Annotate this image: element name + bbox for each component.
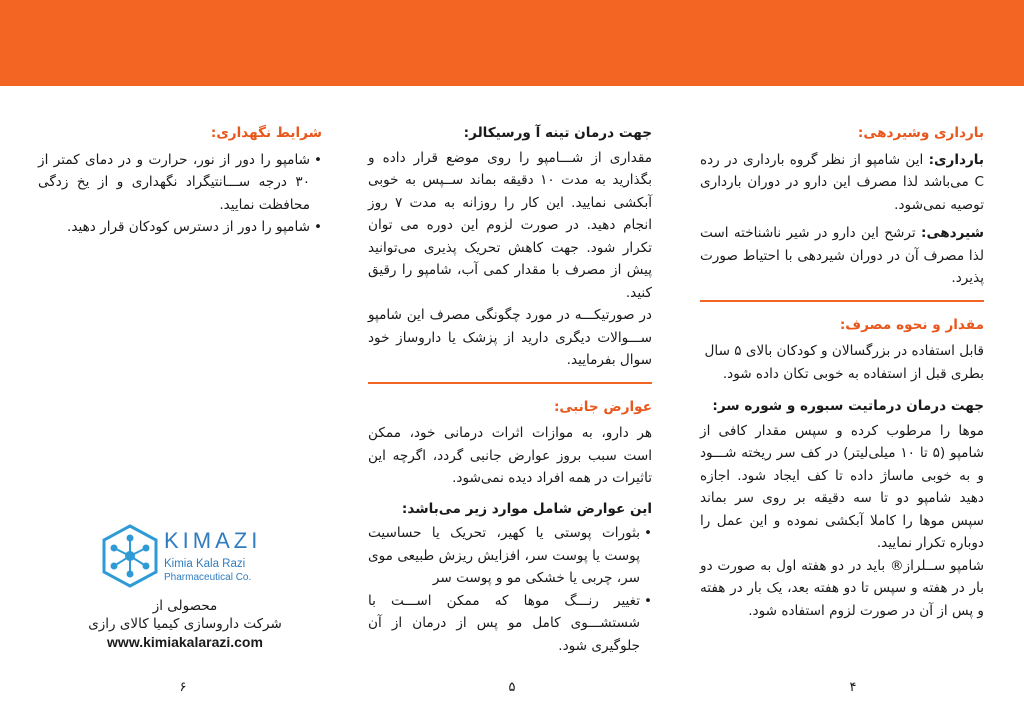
- dosage-age-text: قابل استفاده در بزرگسالان و کودکان بالای ۵ سال: [704, 343, 984, 359]
- side-effects-heading: عوارض جانبی:: [553, 398, 652, 415]
- dosage-shake-text: بطری قبل از استفاده به خوبی تکان داده شود.: [722, 365, 984, 382]
- page-number-4: ۴: [849, 680, 857, 695]
- storage-item-1: • شامپو را دور از نور، حرارت و در دمای کمتر از ۳۰ درجه ســـانتیگراد نگهداری و از یخ زدگی محافظت نمایید.: [38, 149, 322, 217]
- pregnancy-text: این شامپو از نظر گروه بارداری در رده C می‌باشد لذا مصرف این دارو در دوران بارداری توصیه نمی‌شود.: [700, 151, 984, 213]
- brand-company-type: Pharmaceutical Co.: [164, 572, 252, 583]
- storage-item-2: • شامپو را دور از دسترس کودکان قرار دهید.: [38, 216, 322, 239]
- tinea-advice-text: در صورتیکـــه در مورد چگونگی مصرف این شامپو ســـوالات دیگری دارید از پزشک یا داروساز خود سوال بفرمایید.: [368, 307, 652, 368]
- dosage-heading: مقدار و نحوه مصرف:: [839, 316, 984, 333]
- lactation-label: شیردهی:: [921, 225, 984, 241]
- dermatitis-schedule-text: شامپو ســلراز® باید در دو هفته اول به صورت دو بار در هفته و سپس تا دو هفته بعد، یک بار در هفته و پس از آن در صورت لزوم استفاده شود.: [700, 557, 984, 619]
- section-divider: [368, 382, 652, 384]
- page-5-column: [368, 122, 652, 657]
- tinea-text: مقداری از شـــامپو را روی موضع قرار داده و بگذارید به مدت ۱۰ دقیقه بماند ســپس به خوبی آبکشی نمایید. این کار را روزانه به مدت ۷ روز انجام دهید. در صورت لزوم این دوره می توان تکرار شود. جهت کاهش تحریک پذیری می‌توانید پیش از مصرف با مقدار کمی آب، شامپو را رقیق کنید.: [368, 149, 653, 301]
- pregnancy-label: بارداری:: [928, 151, 984, 168]
- dermatitis-heading: جهت درمان درماتیت سبوره و شوره سر:: [712, 398, 984, 414]
- pregnancy-heading: بارداری وشیردهی:: [857, 125, 984, 141]
- tinea-heading: جهت درمان تینه آ ورسیکالر:: [463, 125, 652, 141]
- side-effects-text: هر دارو، به موازات اثرات درمانی خود، ممکن است سبب بروز عوارض جانبی گردد، اگرچه این تاثیرات در همه افراد دیده نمی‌شود.: [368, 425, 652, 486]
- website-link[interactable]: www.kimiakalarazi.com: [107, 634, 263, 650]
- page-6-column: [38, 122, 322, 239]
- maker-company: شرکت داروسازی کیمیا کالای رازی: [88, 616, 282, 632]
- side-effect-item-2: • تغییر رنـــگ موها که ممکن اســـت با شستشـــوی کامل مو پس از درمان از آن جلوگیری شود.: [368, 590, 652, 658]
- dermatitis-text: موها را مرطوب کرده و سپس مقدار کافی از شامپو (۵ تا ۱۰ میلی‌لیتر) در کف سر ریخته شـــود و به خوبی ماساژ داده تا کف ایجاد شود. اجازه دهید شامپو دو تا سه دقیقه بر روی سر بماند سپس موها را کاملا آبکشی نموده و این عمل را دوباره تکرار نمایید.: [700, 422, 984, 551]
- section-divider: [700, 300, 984, 302]
- side-effect-item-1: • بثورات پوستی یا کهیر، تحریک یا حساسیت پوست یا پوست سر، افزایش ریزش طبیعی موی سر، چربی یا خشکی مو و پوست سر: [368, 522, 652, 590]
- brand-name: KIMAZI: [164, 528, 262, 553]
- top-orange-band: [0, 0, 1024, 86]
- pregnancy-paragraph: [700, 149, 984, 217]
- page-number-6: ۶: [179, 680, 187, 695]
- page-4-column: [700, 122, 984, 628]
- maker-intro: محصولی از: [152, 598, 218, 614]
- lactation-text: ترشح این دارو در شیر ناشناخته است لذا مصرف آن در دوران شیردهی با احتیاط صورت پذیرد.: [700, 225, 984, 286]
- brand-subtitle: Kimia Kala Razi: [164, 558, 246, 570]
- storage-heading: شرایط نگهداری:: [210, 125, 322, 141]
- lactation-paragraph: [700, 222, 984, 290]
- side-effects-subheading: این عوارض شامل موارد زیر می‌باشد:: [401, 500, 652, 517]
- page-number-5: ۵: [508, 680, 516, 695]
